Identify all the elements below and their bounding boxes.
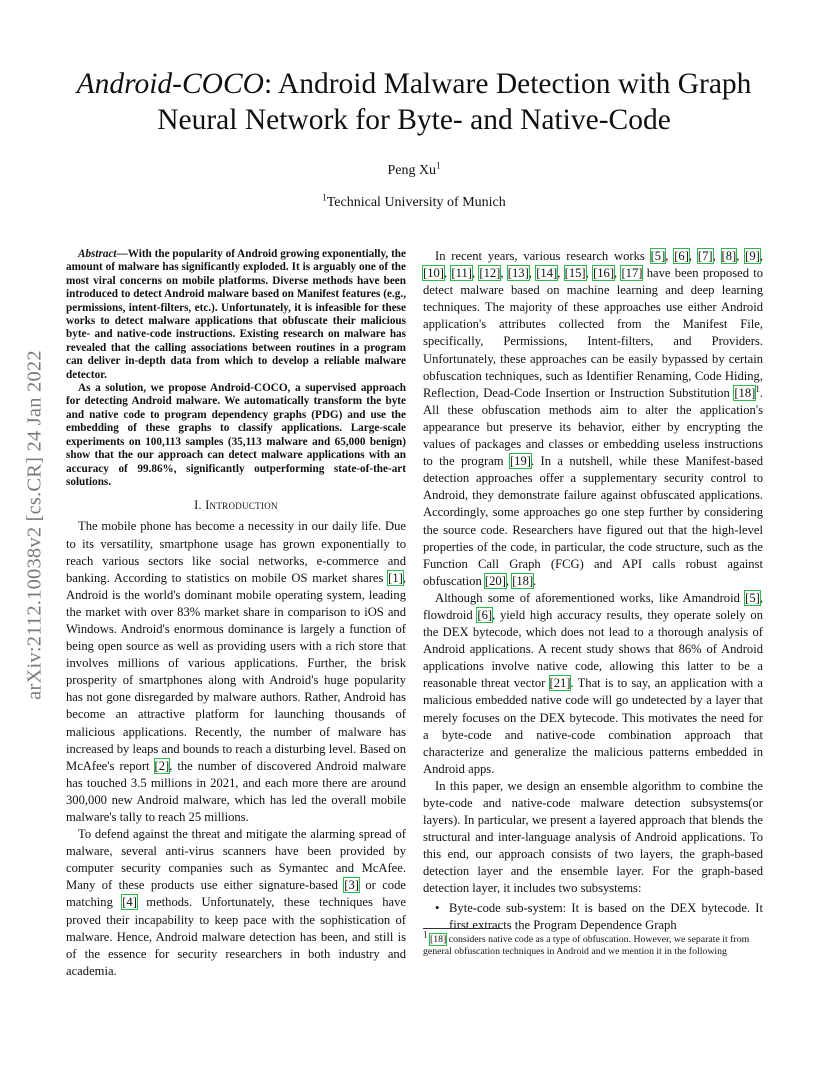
footnote-marker[interactable]: 1 [755,383,760,394]
text: , [528,266,537,281]
citation-link[interactable]: [17] [621,266,643,281]
text: , [712,249,722,263]
citation-link[interactable]: [2] [154,758,170,773]
text: . All these obfuscation methods aim to alter the application's appearance but preserve its behavior, either by encrypting the values of packages and classes or embedding useless instructions to the program [423,385,763,469]
abstract-label: Abstract [78,248,117,260]
text: , [443,266,452,281]
intro-paragraph-5: In this paper, we design an ensemble algorithm to combine the byte-code and native-code malware detection subsystems(or layers). In particular, we present a layered approach that blends the structural and inter-language analysis of Android applications. To this end, our approach consists of two layers, the graph-based detection layer and the ensemble layer. For the graph-based detection layer, it includes two subsystems: [423,778,763,896]
text: To defend against the threat and mitigate the alarming spread of malware, several anti-virus scanners have been provided by computer security companies such as Symantec and McAfee. Many of these products use either signature-based [66,827,406,893]
arxiv-identifier-text: arXiv:2112.10038v2 [cs.CR] 24 Jan 2022 [23,350,46,700]
text: , the number of discovered Android malware has touched 3.5 millions in 2021, and each more there are around 300,000 new Android malware, which has led the overall mobile malware's tally to reach 25 millions. [66,758,406,824]
citation-link[interactable]: [7] [697,249,713,263]
footnote-number: 1 [423,929,428,940]
arxiv-identifier-stamp [21,290,49,760]
citation-link[interactable]: [15] [564,266,586,281]
bullet-dot-icon: • [435,900,440,915]
text: , [585,266,594,281]
text: or code matching [66,878,406,910]
intro-paragraph-1 [66,518,406,826]
citation-link[interactable]: [16] [593,266,615,281]
citation-link[interactable]: [5] [650,249,666,263]
abstract-paragraph-1 [66,248,406,382]
text: , [759,249,763,263]
text: . In a nutshell, while these Manifest-based detection approaches offer a supplementary security control to Android, they demonstrate failure against obfuscated applications. Accordingly, some approaches go one step further by considering the source code. Researchers have figured out that the high-level properties of the code, in particular, the code structure, such as the Function Call Graph (FCG) and API calls robust against obfuscation [423,454,763,588]
citation-link[interactable]: [18] [734,385,756,400]
citation-link[interactable]: [11] [451,266,472,281]
footnote-rule [423,928,503,929]
citation-link[interactable]: [6] [477,607,493,622]
abstract [66,248,406,489]
right-column [423,248,763,934]
citation-link[interactable]: [1] [388,570,403,585]
footnote-text: considers native code as a type of obfuscation. However, we separate it from general obfuscation techniques in Android and we mention it in the following [423,934,750,957]
citation-link[interactable]: [20] [484,573,506,588]
citation-link[interactable]: [9] [745,249,760,263]
bullet-text: Byte-code sub-system: It is based on the DEX bytecode. It first extracts the Program Dependence Graph [449,900,763,932]
citation-link[interactable]: [12] [479,266,501,281]
citation-link[interactable]: [4] [122,895,137,910]
citation-link[interactable]: [18] [429,934,447,945]
text: , [557,266,565,281]
title-italic-part: Android-COCO [76,68,264,100]
section-heading-introduction: I. Introduction [194,498,278,513]
text: , [688,249,698,263]
text: , [471,266,480,281]
abstract-paragraph-2 [66,382,406,489]
title-rest: : Android Malware Detection with Graph Neural Network for Byte- and Native-Code [157,68,752,136]
text: , [736,249,746,263]
citation-link[interactable]: [5] [745,590,760,605]
text: have been proposed to detect malware based on machine learning and deep learning techniques. The majority of these approaches use either Android application's attributes collected from the Manifest File, specifically, Permissions, Intent-filters, and Providers. Unfortunately, these approaches can be easily bypassed by certain obfuscation techniques, such as Identifier Renaming, Code Hiding, Reflection, Dead-Code Insertion or Instruction Substitution [423,266,764,400]
citation-link[interactable]: [13] [507,266,529,281]
author-line [0,160,828,179]
footnote [423,929,763,958]
affiliation-line [0,192,828,211]
paper-title [60,66,768,138]
text: , [614,266,622,281]
author-name: Peng Xu [387,163,437,178]
citation-link[interactable]: [8] [721,249,737,263]
abstract-text-1: —With the popularity of Android growing exponentially, the amount of malware has significantly exploded. It is arguably one of the most viral concerns on mobile platforms. Diverse methods have been introduced to detect Android malware based on Manifest features (e.g., permissions, intent-filters, etc.). Unfortunately, it is infeasible for these works to detect malware applications that obfuscate their malicious byte- and native-code instructions. Existing research on malware has revealed that the calling associations between routines in a program can deliver in-depth data from which to develop a reliable malware detector. [66,248,406,381]
text: Although some of aforementioned works, like Amandroid [435,590,746,605]
citation-link[interactable]: [14] [536,266,558,281]
affiliation-name: Technical University of Munich [326,195,506,210]
citation-link[interactable]: [19] [509,454,531,469]
text: In recent years, various research works [435,249,651,263]
text: , [665,249,675,263]
author-superscript: 1 [436,160,441,171]
text: , flowdroid [423,590,763,622]
intro-paragraph-2 [66,826,406,980]
text: , yield high accuracy results, they operate solely on the DEX bytecode, which does not lead to a thorough analysis of Android applications. A recent study shows that 86% of Android applications involve native code, allowing this latter to be a reasonable threat vector [423,607,763,691]
intro-paragraph-3 [423,248,763,590]
text: , Android is the world's dominant mobile operating system, leading the market with over 83% market share in comparison to iOS and Windows. Android's enormous dominance is largely a function of being open source as well as providing users with a rich store that involves millions of various applications. Further, the brisk prosperity of smartphones along with Android's huge popularity has not gone disregarded by malware authors. Rather, Android has become an attractive platform for launching thousands of malicious applications. Recently, the number of malware has increased by leaps and bounds to reach a disturbing level. Based on McAfee's report [66,570,406,773]
text: . [533,573,537,588]
intro-paragraph-4 [423,590,763,778]
citation-link[interactable]: [10] [423,266,444,281]
text: , [505,573,513,588]
citation-link[interactable]: [21] [549,676,571,691]
citation-link[interactable]: [18] [512,573,534,588]
abstract-text-2: As a solution, we propose Android-COCO, a supervised approach for detecting Android malware. We automatically transform the byte and native code to program dependency graphs (PDG) and use the embedding of these graphs to classify applications. Large-scale experiments on 100,113 samples (35,113 malware and 65,000 benign) show that the our approach can detect malware applications with an accuracy of 99.86%, significantly outperforming state-of-the-art solutions. [66,382,406,488]
text: , [500,266,508,281]
citation-link[interactable]: [3] [344,878,359,893]
text: . That is to say, an application with a malicious embedded native code will go undetected by a layer that merely focuses on the DEX bytecode. This motivates the need for a byte-code and native-code combination approach that characterize and generalize the malicious patterns embedded in Android apps. [423,676,763,776]
text: The mobile phone has become a necessity in our daily life. Due to its versatility, smartphone usage has grown exponentially to reach various sectors like social networks, e-commerce and banking. According to statistics on mobile OS market shares [66,519,406,585]
text: methods. Unfortunately, these techniques have proved their incapability to keep pace with the sophistication of malware. Hence, Android malware detection has been, and still is of the essence for security researchers in both industry and academia. [66,895,407,978]
left-column [66,248,406,980]
affiliation-superscript: 1 [322,192,327,203]
citation-link[interactable]: [6] [674,249,689,263]
